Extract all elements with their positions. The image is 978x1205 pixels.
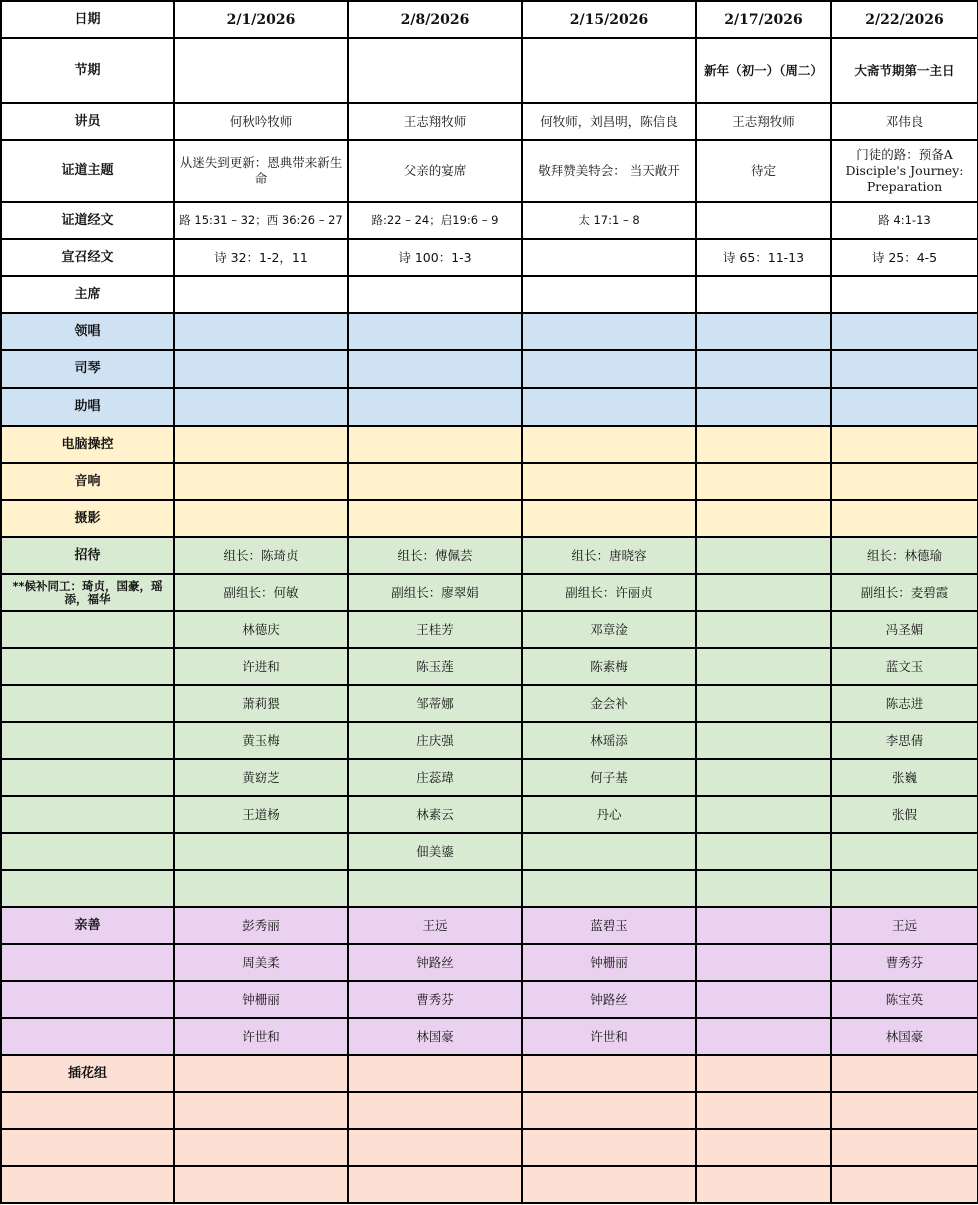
- cell-4: [696, 574, 831, 611]
- row-label: 亲善: [1, 907, 174, 944]
- sermon-topic-row: [1, 140, 978, 202]
- cell-1: 王道杨: [174, 796, 348, 833]
- row-label: [1, 833, 174, 870]
- cell-1: 许进和: [174, 648, 348, 685]
- row-label: [1, 648, 174, 685]
- pianist-row: [1, 350, 978, 388]
- cell-4: [696, 759, 831, 796]
- row-label: [1, 722, 174, 759]
- cell-2: [348, 1166, 522, 1203]
- reception-member-row: [1, 685, 978, 722]
- cell-1: 周美柔: [174, 944, 348, 981]
- cell-1: [174, 833, 348, 870]
- cell-1: 何秋吟牧师: [174, 103, 348, 140]
- cell-4: [696, 944, 831, 981]
- song-leader-row: [1, 313, 978, 350]
- cell-3: 组长：唐晓容: [522, 537, 696, 574]
- cell-2: 2/8/2026: [348, 1, 522, 38]
- festival-row: [1, 38, 978, 103]
- row-label: [1, 1166, 174, 1203]
- cell-4: [696, 648, 831, 685]
- row-label: [1, 870, 174, 907]
- cell-3: 蓝碧玉: [522, 907, 696, 944]
- cell-3: 2/15/2026: [522, 1, 696, 38]
- cell-2: [348, 388, 522, 426]
- row-label: 助唱: [1, 388, 174, 426]
- cell-5: 王远: [831, 907, 978, 944]
- cell-1: [174, 1166, 348, 1203]
- cell-1: 彭秀丽: [174, 907, 348, 944]
- reception-member-row: [1, 722, 978, 759]
- cell-3: 何子基: [522, 759, 696, 796]
- reception-member-row: [1, 870, 978, 907]
- row-label: 插花组: [1, 1055, 174, 1092]
- cell-1: [174, 388, 348, 426]
- cell-3: 林瑶添: [522, 722, 696, 759]
- photo-row: [1, 500, 978, 537]
- cell-2: 林素云: [348, 796, 522, 833]
- cell-5: 曹秀芬: [831, 944, 978, 981]
- cell-2: 副组长：廖翠娟: [348, 574, 522, 611]
- cell-2: 庄蕊瑋: [348, 759, 522, 796]
- cell-5: 路 4:1-13: [831, 202, 978, 239]
- cell-3: 丹心: [522, 796, 696, 833]
- fellowship-member-row: [1, 944, 978, 981]
- cell-2: 王志翔牧师: [348, 103, 522, 140]
- cell-2: 佃美鎏: [348, 833, 522, 870]
- row-label: 招待: [1, 537, 174, 574]
- cell-1: 林德庆: [174, 611, 348, 648]
- cell-2: 组长：傅佩芸: [348, 537, 522, 574]
- cell-2: [348, 1055, 522, 1092]
- cell-1: [174, 276, 348, 313]
- cell-3: [522, 1055, 696, 1092]
- cell-5: 大斋节期第一主日: [831, 38, 978, 103]
- row-label: [1, 1018, 174, 1055]
- row-label: 司琴: [1, 350, 174, 388]
- cell-5: 蓝文玉: [831, 648, 978, 685]
- cell-2: 路:22 – 24；启19:6 – 9: [348, 202, 522, 239]
- cell-2: 父亲的宴席: [348, 140, 522, 202]
- cell-1: [174, 463, 348, 500]
- cell-1: [174, 38, 348, 103]
- row-label: 讲员: [1, 103, 174, 140]
- row-label: [1, 759, 174, 796]
- cell-2: 王桂芳: [348, 611, 522, 648]
- cell-1: [174, 870, 348, 907]
- cell-1: [174, 500, 348, 537]
- cell-4: [696, 202, 831, 239]
- cell-5: 邓伟良: [831, 103, 978, 140]
- computer-row: [1, 426, 978, 463]
- cell-4: [696, 870, 831, 907]
- cell-3: [522, 870, 696, 907]
- cell-5: [831, 500, 978, 537]
- cell-3: [522, 1166, 696, 1203]
- cell-4: [696, 313, 831, 350]
- cell-3: [522, 313, 696, 350]
- cell-1: [174, 350, 348, 388]
- cell-4: [696, 685, 831, 722]
- cell-4: [696, 1166, 831, 1203]
- cell-1: [174, 1092, 348, 1129]
- reception-member-row: [1, 833, 978, 870]
- cell-2: 林国豪: [348, 1018, 522, 1055]
- cell-1: [174, 313, 348, 350]
- row-label: 主席: [1, 276, 174, 313]
- cell-3: [522, 1129, 696, 1166]
- cell-3: [522, 276, 696, 313]
- row-label: [1, 944, 174, 981]
- sermon-text-row: [1, 202, 978, 239]
- cell-4: [696, 1092, 831, 1129]
- cell-3: 钟栅丽: [522, 944, 696, 981]
- cell-4: [696, 796, 831, 833]
- cell-4: [696, 907, 831, 944]
- cell-3: 太 17:1 – 8: [522, 202, 696, 239]
- cell-5: [831, 313, 978, 350]
- flower-member-row: [1, 1129, 978, 1166]
- reception-member-row: [1, 611, 978, 648]
- cell-2: [348, 1129, 522, 1166]
- row-label: 证道主题: [1, 140, 174, 202]
- row-label: [1, 611, 174, 648]
- cell-5: [831, 1092, 978, 1129]
- cell-5: [831, 350, 978, 388]
- chair-row: [1, 276, 978, 313]
- fellowship-member-row: [1, 981, 978, 1018]
- cell-5: [831, 426, 978, 463]
- cell-3: [522, 1092, 696, 1129]
- cell-5: 2/22/2026: [831, 1, 978, 38]
- cell-5: 林国豪: [831, 1018, 978, 1055]
- cell-2: [348, 1092, 522, 1129]
- row-label: 摄影: [1, 500, 174, 537]
- cell-4: [696, 1129, 831, 1166]
- cell-4: [696, 426, 831, 463]
- row-label: 领唱: [1, 313, 174, 350]
- cell-3: [522, 388, 696, 426]
- cell-4: 诗 65：11-13: [696, 239, 831, 276]
- cell-2: 邹蒂娜: [348, 685, 522, 722]
- cell-4: [696, 500, 831, 537]
- cell-3: 钟路丝: [522, 981, 696, 1018]
- cell-4: 待定: [696, 140, 831, 202]
- cell-1: 从迷失到更新：恩典带来新生命: [174, 140, 348, 202]
- cell-3: [522, 833, 696, 870]
- fellowship-member-row: [1, 1018, 978, 1055]
- cell-3: [522, 239, 696, 276]
- call-text-row: [1, 239, 978, 276]
- row-label: 电脑操控: [1, 426, 174, 463]
- cell-3: [522, 426, 696, 463]
- cell-2: 钟路丝: [348, 944, 522, 981]
- cell-3: [522, 500, 696, 537]
- cell-1: [174, 1055, 348, 1092]
- flower-member-row: [1, 1166, 978, 1203]
- cell-4: 新年（初一）（周二）: [696, 38, 831, 103]
- cell-5: [831, 1129, 978, 1166]
- flower-member-row: [1, 1092, 978, 1129]
- flower-member-row: [1, 1055, 978, 1092]
- cell-5: 组长：林德瑜: [831, 537, 978, 574]
- cell-5: [831, 1055, 978, 1092]
- cell-2: [348, 500, 522, 537]
- cell-5: 陈宝英: [831, 981, 978, 1018]
- cell-4: [696, 722, 831, 759]
- cell-4: [696, 833, 831, 870]
- cell-1: 副组长：何敏: [174, 574, 348, 611]
- header-row: [1, 1, 978, 38]
- row-label: 宣召经文: [1, 239, 174, 276]
- cell-5: 门徒的路：预备A Disciple's Journey: Preparation: [831, 140, 978, 202]
- cell-1: [174, 426, 348, 463]
- cell-4: 2/17/2026: [696, 1, 831, 38]
- cell-5: 冯圣媚: [831, 611, 978, 648]
- cell-1: 黄窈芝: [174, 759, 348, 796]
- cell-4: [696, 388, 831, 426]
- cell-5: [831, 388, 978, 426]
- cell-5: [831, 870, 978, 907]
- cell-4: [696, 981, 831, 1018]
- reception-leader-row: [1, 537, 978, 574]
- cell-2: 陈玉莲: [348, 648, 522, 685]
- cell-2: 庄庆强: [348, 722, 522, 759]
- cell-2: [348, 313, 522, 350]
- cell-1: 2/1/2026: [174, 1, 348, 38]
- cell-5: 张巍: [831, 759, 978, 796]
- cell-5: 李思倩: [831, 722, 978, 759]
- cell-3: 许世和: [522, 1018, 696, 1055]
- reception-member-row: [1, 648, 978, 685]
- cell-5: 副组长：麦碧霞: [831, 574, 978, 611]
- cell-1: 萧莉猥: [174, 685, 348, 722]
- cell-3: 副组长：许丽贞: [522, 574, 696, 611]
- row-label: 节期: [1, 38, 174, 103]
- reception-vice-row: [1, 574, 978, 611]
- row-label: [1, 796, 174, 833]
- cell-3: 敬拜赞美特会： 当天敞开: [522, 140, 696, 202]
- cell-5: 张假: [831, 796, 978, 833]
- cell-4: [696, 1055, 831, 1092]
- cell-5: [831, 833, 978, 870]
- cell-2: [348, 426, 522, 463]
- cell-2: [348, 350, 522, 388]
- cell-2: 王远: [348, 907, 522, 944]
- cell-4: [696, 1018, 831, 1055]
- cell-4: [696, 611, 831, 648]
- speaker-row: [1, 103, 978, 140]
- cell-3: 金会补: [522, 685, 696, 722]
- cell-3: 何牧师，刘昌明，陈信良: [522, 103, 696, 140]
- row-label: [1, 1129, 174, 1166]
- sound-row: [1, 463, 978, 500]
- cell-2: [348, 463, 522, 500]
- cell-5: [831, 1166, 978, 1203]
- cell-4: [696, 276, 831, 313]
- cell-2: [348, 276, 522, 313]
- row-label: [1, 685, 174, 722]
- row-label: **候补同工：琦贞，国豪，瑶添，福华: [1, 574, 174, 611]
- cell-3: [522, 38, 696, 103]
- cell-4: 王志翔牧师: [696, 103, 831, 140]
- cell-3: 邓章淦: [522, 611, 696, 648]
- row-label: 音响: [1, 463, 174, 500]
- row-label: [1, 981, 174, 1018]
- cell-2: [348, 870, 522, 907]
- cell-5: [831, 276, 978, 313]
- reception-member-row: [1, 796, 978, 833]
- cell-5: 诗 25：4-5: [831, 239, 978, 276]
- cell-4: [696, 537, 831, 574]
- cell-1: 钟栅丽: [174, 981, 348, 1018]
- backup-singer-row: [1, 388, 978, 426]
- cell-1: 路 15:31 – 32；西 36:26 – 27: [174, 202, 348, 239]
- cell-2: 诗 100：1-3: [348, 239, 522, 276]
- cell-3: [522, 350, 696, 388]
- cell-2: 曹秀芬: [348, 981, 522, 1018]
- cell-1: 黄玉梅: [174, 722, 348, 759]
- row-label: [1, 1092, 174, 1129]
- cell-1: 诗 32：1-2，11: [174, 239, 348, 276]
- reception-member-row: [1, 759, 978, 796]
- cell-5: [831, 463, 978, 500]
- row-label: 日期: [1, 1, 174, 38]
- row-label: 证道经文: [1, 202, 174, 239]
- cell-4: [696, 463, 831, 500]
- fellowship-member-row: [1, 907, 978, 944]
- cell-1: 许世和: [174, 1018, 348, 1055]
- cell-5: 陈志进: [831, 685, 978, 722]
- cell-1: [174, 1129, 348, 1166]
- cell-3: 陈素梅: [522, 648, 696, 685]
- cell-3: [522, 463, 696, 500]
- cell-4: [696, 350, 831, 388]
- cell-2: [348, 38, 522, 103]
- cell-1: 组长：陈琦贞: [174, 537, 348, 574]
